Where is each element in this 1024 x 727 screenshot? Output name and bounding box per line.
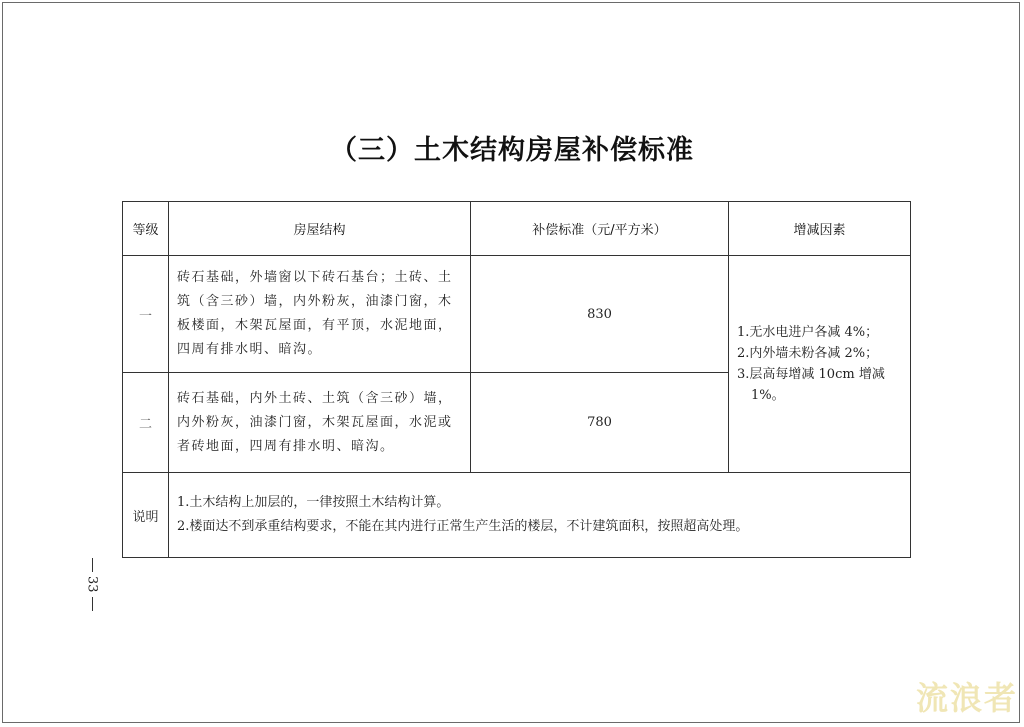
note-line: 2.楼面达不到承重结构要求，不能在其内进行正常生产生活的楼层，不计建筑面积，按照超高处理。	[177, 519, 749, 534]
note-label: 说明	[123, 473, 169, 558]
factors-cell	[729, 256, 911, 473]
factor-line: 1%。	[751, 388, 785, 403]
header-structure: 房屋结构	[169, 202, 471, 256]
page-number	[84, 558, 100, 618]
page-number-dash	[92, 558, 93, 572]
page-number-text: 33	[84, 576, 100, 593]
factor-line: 1.无水电进户各减 4%；	[737, 325, 879, 340]
notes-row	[123, 473, 911, 558]
header-grade: 等级	[123, 202, 169, 256]
table-header-row	[123, 202, 911, 256]
note-line: 1.土木结构上加层的，一律按照土木结构计算。	[177, 495, 450, 510]
table-row	[123, 256, 911, 373]
standard-value-cell: 830	[471, 256, 729, 373]
header-standard: 补偿标准（元/平方米）	[471, 202, 729, 256]
factor-line: 3.层高每增减 10cm 增减	[737, 367, 885, 382]
structure-cell: 砖石基础，内外土砖、土筑（含三砂）墙，内外粉灰，油漆门窗，木架瓦屋面，水泥或者砖地面，四周有排水明、暗沟。	[169, 373, 471, 473]
compensation-table	[122, 201, 911, 558]
page-title: （三）土木结构房屋补偿标准	[330, 135, 694, 166]
notes-cell	[169, 473, 911, 558]
watermark: 流浪者	[915, 679, 1018, 717]
structure-cell: 砖石基础，外墙窗以下砖石基台；土砖、土筑（含三砂）墙，内外粉灰，油漆门窗，木板楼面，木架瓦屋面，有平顶，水泥地面，四周有排水明、暗沟。	[169, 256, 471, 373]
grade-cell: 一	[123, 256, 169, 373]
factor-line: 2.内外墙未粉各减 2%；	[737, 346, 879, 361]
header-factors: 增减因素	[729, 202, 911, 256]
standard-value-cell: 780	[471, 373, 729, 473]
grade-cell: 二	[123, 373, 169, 473]
page-number-dash	[92, 597, 93, 611]
